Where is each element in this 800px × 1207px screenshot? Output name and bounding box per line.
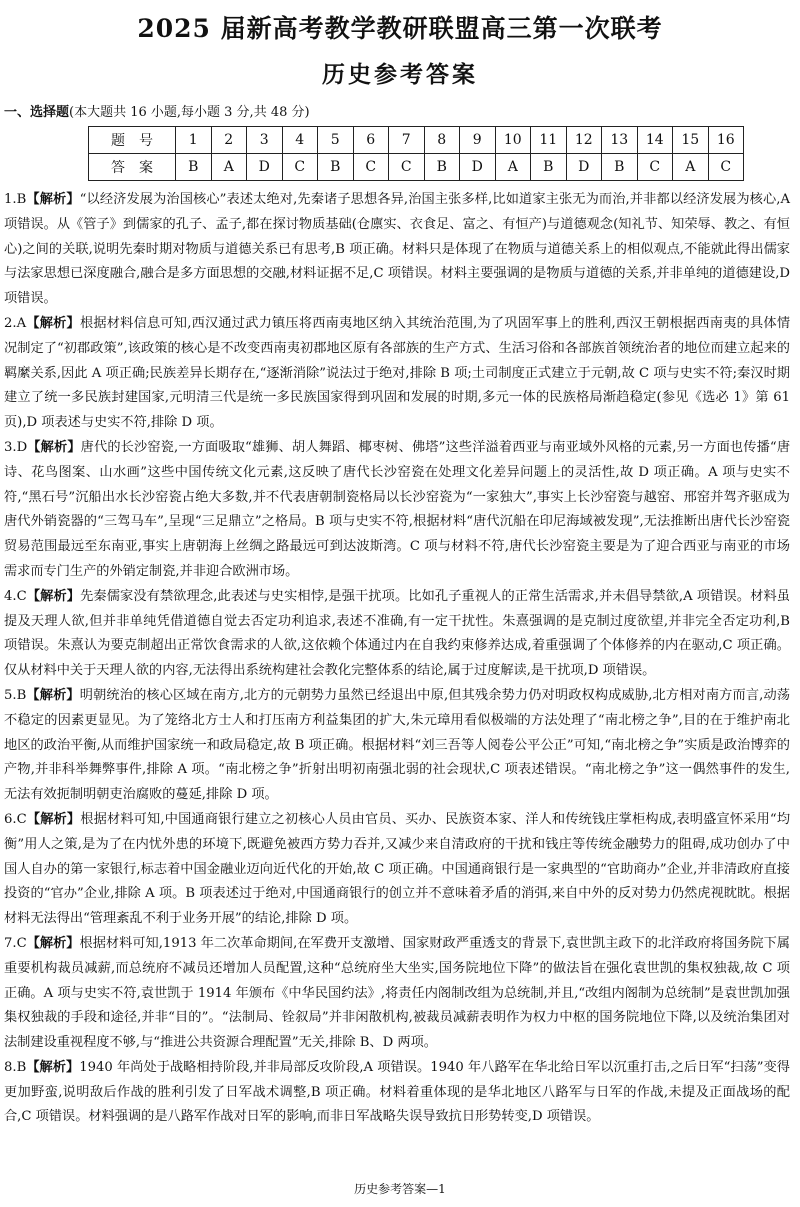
question-answer-label: 2.A [4,315,27,331]
question-number-row [89,127,744,154]
question-number-cell: 7 [389,127,425,154]
explanation-text: 明朝统治的核心区域在南方,北方的元朝势力虽然已经退出中原,但其残余势力仍对明政权构成威胁,北方相对南方而言,动荡不稳定的因素更显见。为了笼络北方士人和打压南方利益集团的扩大,朱元璋用看似极端的方法处理了“南北榜之争”,目的在于维护南北地区的政治平衡,从而维护国家统一和政局稳定,故 B 项正确。根据材料“刘三吾等人阅卷公平公正”可知,“南北榜之争”实质是政治博弈的产物,并非科举舞弊事件,排除 A 项。“南北榜之争”折射出明初南强北弱的社会现状,C 项表述错误。“南北榜之争”这一偶然事件的发生,无法有效扼制明朝吏治腐败的蔓延,排除 D 项。 [4,687,791,803]
question-number-cell: 12 [566,127,602,154]
section-heading [4,104,310,122]
section-note: (本大题共 16 小题,每小题 3 分,共 48 分) [69,105,310,120]
question-answer-label: 4.C [4,588,27,604]
question-number-cell: 8 [424,127,460,154]
explanation-text: 先秦儒家没有禁欲理念,此表述与史实相悖,是强干扰项。比如孔子重视人的正常生活需求,并未倡导禁欲,A 项错误。材料虽提及天理人欲,但并非单纯凭借道德自觉去否定功利追求,表述不准确,有一定干扰性。朱熹强调的是克制过度欲望,并非完全否定功利,B 项错误。朱熹认为要克制超出正常饮食需求的人欲,这依赖个体通过内在自我约束修养达成,着重强调了个体修养的内在驱动,C 项正确。仅从材料中关于天理人欲的内容,无法得出系统构建社会教化完整体系的结论,属于过度解读,是干扰项,D 项错误。 [4,588,790,679]
question-answer-label: 5.B [4,687,27,703]
analysis-tag: 【解析】 [26,588,81,604]
answer-cell: D [566,154,602,181]
question-number-cell: 2 [211,127,247,154]
answer-cell: B [424,154,460,181]
question-number-cell: 9 [460,127,496,154]
page-title: 历史参考答案 [322,61,478,88]
answer-cell: B [318,154,354,181]
analysis-tag: 【解析】 [26,1059,80,1075]
answer-cell: C [637,154,673,181]
explanation-text: 根据材料可知,1913 年二次革命期间,在军费开支激增、国家财政严重透支的背景下,袁世凯主政下的北洋政府将国务院下属重要机构裁员减薪,而总统府不减员还增加人员配置,这种“总统府坐大坐实,国务院地位下降”的做法旨在强化袁世凯的集权独裁,故 C 项正确。A 项与史实不符,袁世凯于 1914 年颁布《中华民国约法》,将责任内阁制改组为总统制,并且,“改组内阁制为总统制”是袁世凯加强集权独裁的手段和途径,并非“目的”。“法制局、铨叙局”并非闲散机构,被裁员减薪表明作为权力中枢的国务院地位下降,以及统治集团对法制建设重视程度不够,与“推进公共资源合理配置”无关,排除 B、D 两项。 [4,935,790,1051]
answer-cell: D [247,154,283,181]
question-number-cell: 4 [282,127,318,154]
analysis-tag: 【解析】 [27,439,81,455]
explanation-item [4,436,790,585]
question-answer-label: 7.C [4,935,27,951]
question-answer-label: 6.C [4,811,27,827]
explanation-text: 唐代的长沙窑瓷,一方面吸取“雄狮、胡人舞蹈、椰枣树、佛塔”这些洋溢着西亚与南亚域外风格的元素,另一方面也传播“唐诗、花鸟图案、山水画”这些中国传统文化元素,这反映了唐代长沙窑瓷在处理文化差异问题上的灵活性,故 D 项正确。A 项与史实不符,“黑石号”沉船出水长沙窑瓷占绝大多数,并不代表唐朝制瓷格局以长沙窑瓷为“一家独大”,事实上长沙窑瓷与越窑、邢窑并驾齐驱成为唐代外销瓷器的“三驾马车”,呈现“三足鼎立”之格局。B 项与史实不符,根据材料“唐代沉船在印尼海域被发现”,无法推断出唐代长沙窑瓷贸易范围最远至东南亚,事实上唐朝海上丝绸之路最远可到达波斯湾。C 项与材料不符,唐代长沙窑瓷主要是为了迎合西亚与南亚的市场需求而专门生产的外销定制瓷,并非迎合欧洲市场。 [4,439,791,579]
explanation-item [4,808,790,932]
question-answer-label: 3.D [4,439,28,455]
page-footer: 历史参考答案—1 [354,1182,446,1196]
explanation-item [4,684,790,808]
question-answer-label: 8.B [4,1059,27,1075]
answer-cell: B [176,154,212,181]
answer-cell: A [495,154,531,181]
answer-header: 答案 [89,154,176,181]
answer-cell: C [708,154,744,181]
explanation-text: 1940 年尚处于战略相持阶段,并非局部反攻阶段,A 项错误。1940 年八路军在华北给日军以沉重打击,之后日军“扫荡”变得更加野蛮,说明敌后作战的胜利引发了日军战术调整,B 项正确。材料着重体现的是华北地区八路军与日军的作战,未提及正面战场的配合,C 项错误。材料强调的是八路军作战对日军的影响,而非日军战略失误导致抗日形势转变,D 项错误。 [4,1059,790,1125]
section-label: 一、选择题 [4,105,70,120]
analysis-tag: 【解析】 [26,192,80,207]
explanation-item [4,188,790,312]
answer-table [88,126,744,181]
analysis-tag: 【解析】 [26,687,80,703]
answer-cell: D [460,154,496,181]
question-number-cell: 16 [708,127,744,154]
answer-cell: A [673,154,709,181]
answer-cell: B [531,154,567,181]
answer-cell: A [211,154,247,181]
question-answer-label: 1.B [4,192,27,207]
question-number-cell: 3 [247,127,283,154]
explanation-item [4,1056,790,1130]
analysis-tag: 【解析】 [26,811,81,827]
explanation-text: “以经济发展为治国核心”表述太绝对,先秦诸子思想各异,治国主张多样,比如道家主张无为而治,并非都以经济发展为核心,A 项错误。从《管子》到儒家的孔子、孟子,都在探讨物质基础(仓廪实、衣食足、富之、有恒产)与道德观念(知礼节、知荣辱、教之、有恒心)之间的关联,说明先秦时期对物质与道德关系已有思考,B 项正确。材料只是体现了在物质与道德关系上的相似观点,不能就此得出儒家与法家思想已深度融合,融合是多方面思想的交融,材料证据不足,C 项错误。材料主要强调的是物质与道德的关系,并非单纯的道德建设,D 项错误。 [4,192,790,307]
question-number-cell: 15 [673,127,709,154]
analysis-tag: 【解析】 [26,935,80,951]
answer-row [89,154,744,181]
answer-cell: B [602,154,638,181]
question-number-cell: 5 [318,127,354,154]
question-number-cell: 14 [637,127,673,154]
explanation-text: 根据材料可知,中国通商银行建立之初核心人员由官员、买办、民族资本家、洋人和传统钱庄掌柜构成,表明盛宣怀采用“均衡”用人之策,是为了在内忧外患的环境下,既避免被西方势力吞并,又减少来自清政府的干扰和钱庄等传统金融势力的阻碍,成功创办了中国人自办的第一家银行,标志着中国金融业迈向近代化的开始,故 C 项正确。中国通商银行是一家典型的“官助商办”企业,并非清政府直接投资的“官办”企业,排除 A 项。B 项表述过于绝对,中国通商银行的创立并不意味着矛盾的消弭,来自中外的反对势力仍然虎视眈眈。根据材料无法得出“管理紊乱不利于业务开展”的结论,排除 D 项。 [4,811,791,927]
explanation-text: 根据材料信息可知,西汉通过武力镇压将西南夷地区纳入其统治范围,为了巩固军事上的胜利,西汉王朝根据西南夷的具体情况制定了“初郡政策”,该政策的核心是不改变西南夷初郡地区原有各部族的生产方式、生活习俗和各部族首领统治者的地位而建立起来的羁縻关系,因此 A 项正确;民族差异长期存在,“逐渐消除”说法过于绝对,排除 B 项;土司制度正式建立于元朝,故 C 项与史实不符;秦汉时期建立了统一多民族封建国家,元明清三代是统一多民族国家得到巩固和发展的时期,多元一体的民族格局渐趋稳定(参见《选必 1》第 61 页),D 项表述与史实不符,排除 D 项。 [4,315,791,431]
question-number-cell: 10 [495,127,531,154]
question-number-header: 题号 [89,127,176,154]
question-number-cell: 6 [353,127,389,154]
question-number-cell: 13 [602,127,638,154]
explanation-item [4,932,790,1056]
answer-cell: C [353,154,389,181]
analysis-tag: 【解析】 [26,315,80,331]
explanation-item [4,312,790,436]
question-number-cell: 11 [531,127,567,154]
answer-cell: C [282,154,318,181]
answer-cell: C [389,154,425,181]
explanation-item [4,585,790,684]
explanation-list [4,188,790,1130]
exam-title: 2025 届新高考教学教研联盟高三第一次联考 [137,14,663,43]
question-number-cell: 1 [176,127,212,154]
